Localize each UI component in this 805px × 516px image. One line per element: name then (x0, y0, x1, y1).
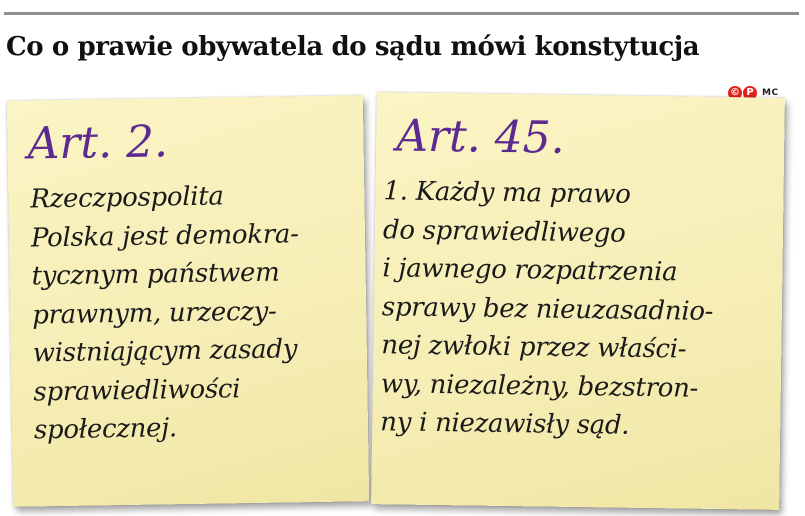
phonogram-icon: P (743, 86, 757, 100)
article-line: 1. Każdy ma prawo (383, 176, 631, 210)
article-line: do sprawiedliwego (382, 214, 626, 249)
article-line: sprawiedliwości (33, 373, 241, 407)
article-text (380, 172, 715, 446)
article-line: prawnym, urzeczy- (31, 296, 277, 330)
article-line: ny i niezawisły sąd. (380, 407, 630, 441)
sticky-note-art-2 (7, 95, 369, 507)
article-line: społecznej. (33, 413, 178, 446)
article-line: sprawy bez nieuzasadnio- (381, 291, 714, 327)
copyright-icon: © (730, 87, 740, 98)
sticky-note-art-45 (371, 92, 785, 510)
article-line: Rzeczpospolita (30, 181, 224, 215)
headline: Co o prawie obywatela do sądu mówi konstytucja (6, 32, 700, 62)
article-line: i jawnego rozpatrzenia (382, 253, 678, 288)
article-line: Polska jest demokra- (30, 218, 299, 253)
article-line: tycznym państwem (31, 257, 280, 292)
article-line: nej zwłoki przez właści- (381, 330, 687, 365)
article-title: Art. 45. (395, 110, 566, 164)
author-initials: MC (762, 88, 779, 98)
article-title: Art. 2. (27, 116, 169, 170)
top-rule (4, 12, 799, 15)
article-line: wy, niezależny, bezstron- (380, 368, 699, 404)
article-line: wistniającym zasady (32, 334, 298, 369)
article-text (30, 176, 302, 450)
